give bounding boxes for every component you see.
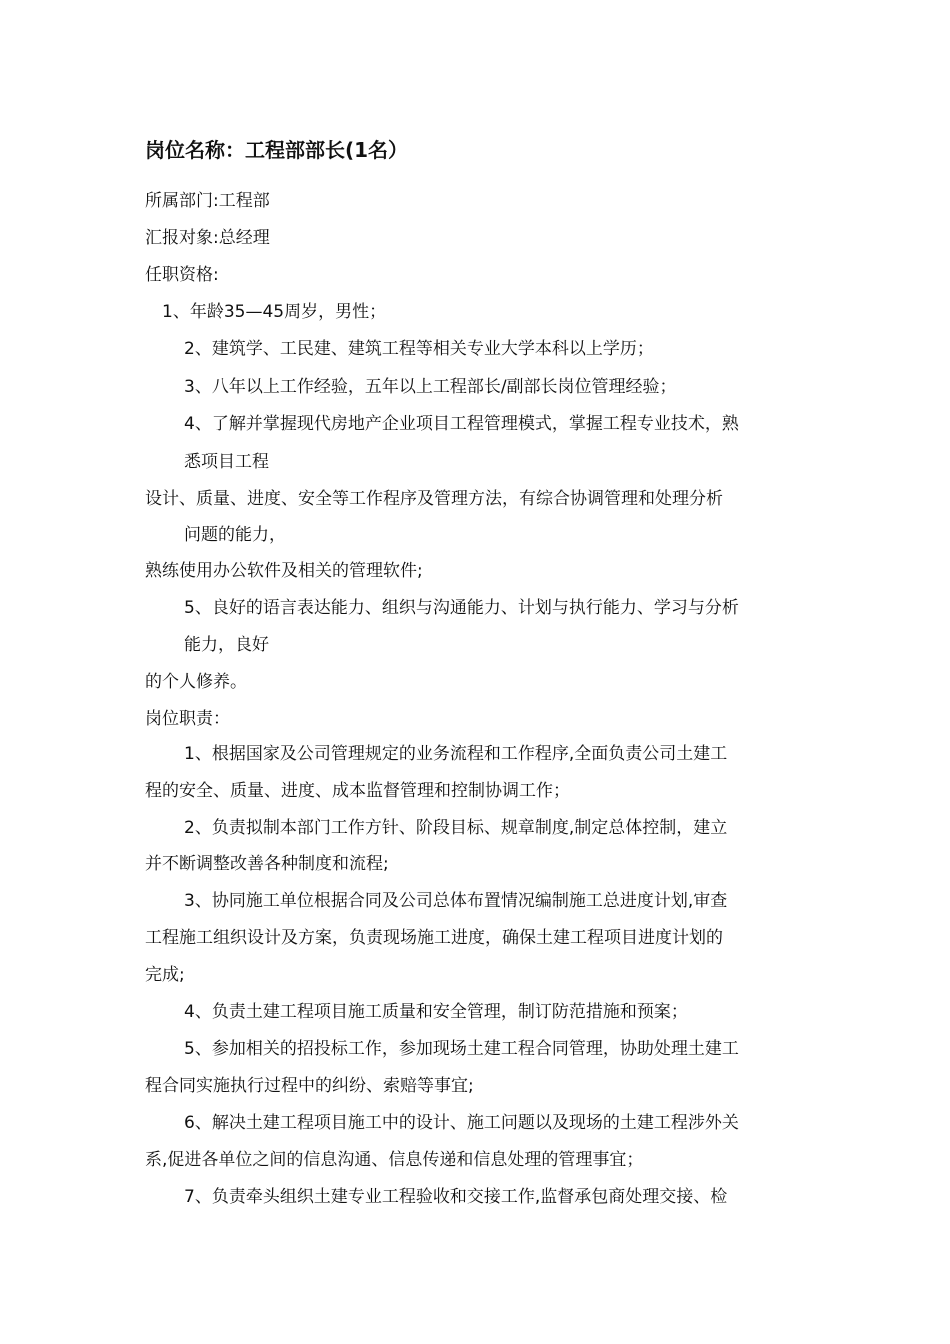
duty-line: 5、参加相关的招投标工作，参加现场土建工程合同管理，协助处理土建工 [184, 1039, 739, 1059]
duty-line: 并不断调整改善各种制度和流程; [145, 854, 389, 874]
qualification-line: 4、了解并掌握现代房地产企业项目工程管理模式，掌握工程专业技术，熟 [184, 414, 739, 434]
duty-line: 完成; [145, 965, 185, 985]
qualification-line: 熟练使用办公软件及相关的管理软件; [145, 561, 423, 581]
qualification-line: 1、年龄35—45周岁，男性； [162, 302, 387, 322]
duty-line: 4、负责土建工程项目施工质量和安全管理，制订防范措施和预案； [184, 1002, 688, 1022]
qualification-line: 问题的能力， [184, 525, 286, 545]
duty-line: 7、负责牵头组织土建专业工程验收和交接工作,监督承包商处理交接、检 [184, 1187, 728, 1207]
duties-heading: 岗位职责： [145, 709, 230, 729]
duty-line: 程的安全、质量、进度、成本监督管理和控制协调工作； [145, 781, 570, 801]
qualification-line: 2、建筑学、工民建、建筑工程等相关专业大学本科以上学历； [184, 339, 654, 359]
qualification-line: 的个人修养。 [145, 672, 247, 692]
reports-to-line: 汇报对象:总经理 [145, 228, 270, 248]
qualifications-heading: 任职资格: [145, 265, 219, 285]
duty-line: 3、协同施工单位根据合同及公司总体布置情况编制施工总进度计划,审查 [184, 891, 728, 911]
qualification-line: 5、良好的语言表达能力、组织与沟通能力、计划与执行能力、学习与分析 [184, 598, 739, 618]
qualification-line: 设计、质量、进度、安全等工作程序及管理方法，有综合协调管理和处理分析 [145, 489, 723, 509]
duty-line: 系,促进各单位之间的信息沟通、信息传递和信息处理的管理事宜； [145, 1150, 644, 1170]
duty-line: 1、根据国家及公司管理规定的业务流程和工作程序,全面负责公司土建工 [184, 744, 728, 764]
department-line: 所属部门:工程部 [145, 191, 270, 211]
qualification-line: 能力，良好 [184, 635, 269, 655]
duty-line: 工程施工组织设计及方案，负责现场施工进度，确保土建工程项目进度计划的 [145, 928, 723, 948]
duty-line: 6、解决土建工程项目施工中的设计、施工问题以及现场的土建工程涉外关 [184, 1113, 739, 1133]
duty-line: 程合同实施执行过程中的纠纷、索赔等事宜; [145, 1076, 474, 1096]
page-title: 岗位名称：工程部部长(1名） [145, 138, 409, 162]
qualification-line: 悉项目工程 [184, 452, 269, 472]
qualification-line: 3、八年以上工作经验，五年以上工程部长/副部长岗位管理经验； [184, 377, 677, 397]
duty-line: 2、负责拟制本部门工作方针、阶段目标、规章制度,制定总体控制，建立 [184, 818, 728, 838]
